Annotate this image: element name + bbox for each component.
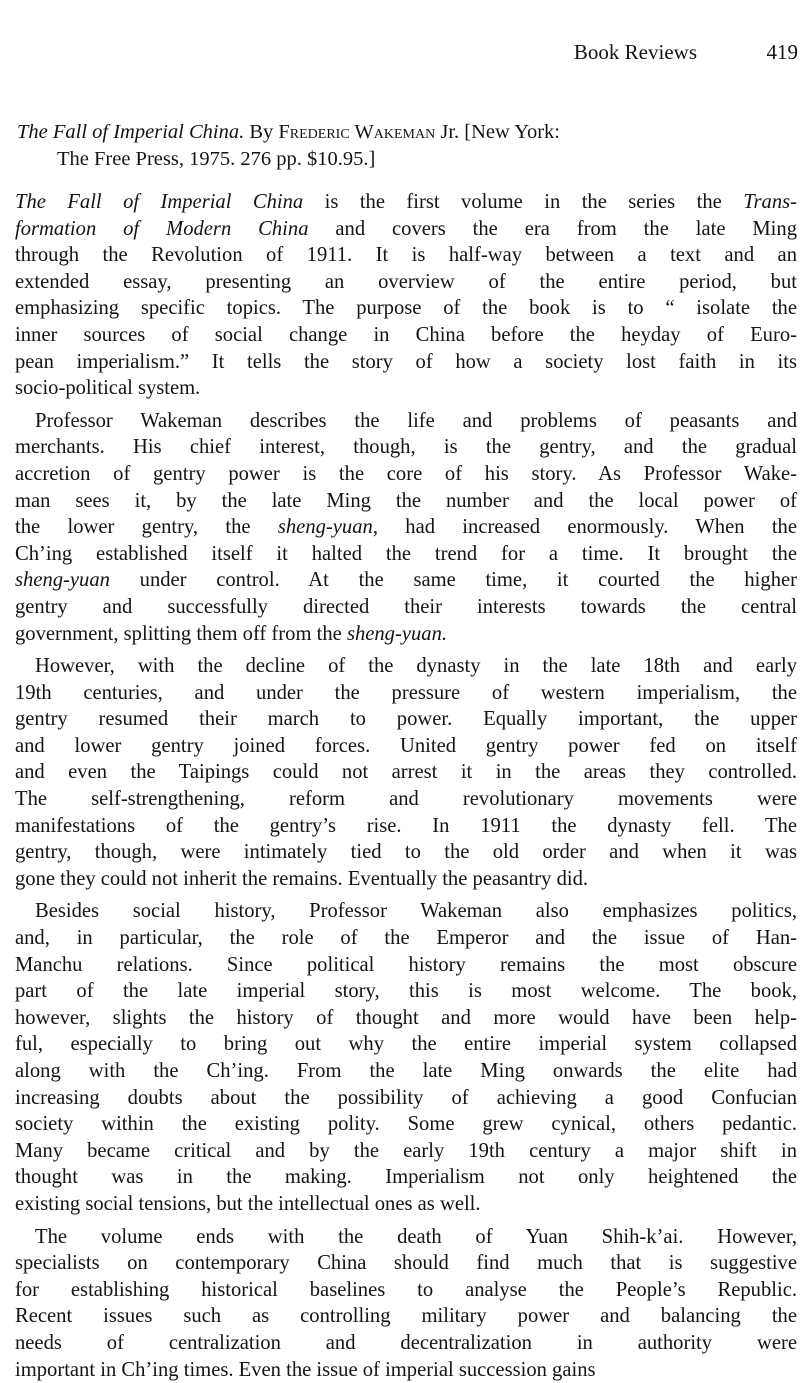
text-line <box>15 349 797 376</box>
text-segment: gentry, though, were intimately tied to the old order and when it was <box>15 841 797 864</box>
text-segment: gentry resumed their march to power. Equally important, the upper <box>15 708 797 731</box>
text-segment: and, in particular, the role of the Emperor and the issue of Han- <box>15 927 797 950</box>
text-segment: and even the Taipings could not arrest it in the areas they controlled. <box>15 761 797 784</box>
text-segment: through the Revolution of 1911. It is half-way between a text and an <box>15 244 797 267</box>
italic-text: formation of Modern China <box>15 217 309 240</box>
text-line <box>15 1330 797 1357</box>
text-line <box>15 488 797 515</box>
text-segment: However, with the decline of the dynasty in the late 18th and early <box>35 655 797 678</box>
page-number: 419 <box>766 40 798 64</box>
text-segment: important in Ch’ing times. Even the issue of imperial succession gains <box>15 1358 596 1381</box>
italic-text: sheng-yuan <box>15 569 110 592</box>
book-title: The Fall of Imperial China. <box>17 121 245 143</box>
text-line <box>15 541 797 568</box>
text-line <box>15 408 797 435</box>
text-line <box>15 1303 797 1330</box>
text-segment: extended essay, presenting an overview of the entire period, but <box>15 270 797 293</box>
text-segment: specialists on contemporary China should find much that is suggestive <box>15 1252 797 1275</box>
text-segment: existing social tensions, but the intellectual ones as well. <box>15 1192 481 1215</box>
text-segment: ful, especially to bring out why the entire imperial system collapsed <box>15 1033 797 1056</box>
text-line <box>15 567 797 594</box>
text-segment: manifestations of the gentry’s rise. In 1911 the dynasty fell. The <box>15 814 797 837</box>
text-line <box>15 786 797 813</box>
text-line <box>15 1250 797 1277</box>
text-segment: needs of centralization and decentralization in authority were <box>15 1331 797 1354</box>
text-segment: The self-strengthening, reform and revolutionary movements were <box>15 788 797 811</box>
text-line <box>15 322 797 349</box>
italic-text: The Fall of Imperial China <box>15 191 304 213</box>
text-segment: 19th centuries, and under the pressure of western imperialism, the <box>15 681 797 704</box>
text-line <box>15 514 797 541</box>
text-segment: accretion of gentry power is the core of his story. As Professor Wake- <box>15 462 797 485</box>
text-segment: , had increased enormously. When the <box>372 516 797 539</box>
text-segment: merchants. His chief interest, though, is the gentry, and the gradual <box>15 436 797 459</box>
text-line <box>15 1031 797 1058</box>
text-line <box>15 621 797 648</box>
text-segment: The volume ends with the death of Yuan Shih-k’ai. However, <box>35 1225 797 1248</box>
citation-line-1 <box>17 119 800 146</box>
italic-text: sheng-yuan. <box>346 622 448 645</box>
text-segment: pean imperialism.” It tells the story of how a society lost faith in its <box>15 350 797 373</box>
text-segment: Recent issues such as controlling military power and balancing the <box>15 1305 797 1328</box>
text-segment: Ch’ing established itself it halted the trend for a time. It brought the <box>15 542 797 565</box>
paragraph <box>15 653 797 892</box>
text-segment: thought was in the making. Imperialism not only heightened the <box>15 1166 797 1189</box>
text-line <box>15 1111 797 1138</box>
citation-line-2: The Free Press, 1975. 276 pp. $10.95.] <box>57 147 376 170</box>
text-segment: increasing doubts about the possibility of achieving a good Confucian <box>15 1086 797 1109</box>
review-body <box>15 189 797 1383</box>
running-head-section: Book Reviews <box>573 40 697 64</box>
text-line <box>15 242 797 269</box>
text-line <box>15 706 797 733</box>
text-segment: part of the late imperial story, this is most welcome. The book, <box>15 980 797 1003</box>
book-citation <box>17 119 800 172</box>
paragraph <box>15 189 797 402</box>
text-segment: Manchu relations. Since political history remains the most obscure <box>15 953 797 976</box>
italic-text: Trans- <box>743 191 797 213</box>
text-line <box>15 978 797 1005</box>
text-line <box>15 898 797 925</box>
text-segment: inner sources of social change in China before the heyday of Euro- <box>15 323 797 346</box>
text-segment: gone they could not inherit the remains. Eventually the peasantry did. <box>15 867 589 890</box>
text-line <box>15 269 797 296</box>
text-line <box>15 295 797 322</box>
text-segment: is the first volume in the series the <box>303 191 744 213</box>
citation-by: By <box>249 121 274 143</box>
text-segment: along with the Ch’ing. From the late Ming onwards the elite had <box>15 1060 797 1082</box>
text-line <box>15 1085 797 1112</box>
text-line <box>15 813 797 840</box>
book-author: Frederic Wakeman <box>278 121 436 143</box>
text-segment: however, slights the history of thought and more would have been help- <box>15 1006 797 1029</box>
text-line <box>15 1164 797 1191</box>
text-line <box>15 375 797 402</box>
text-segment: the lower gentry, the <box>15 516 278 539</box>
text-line <box>15 733 797 760</box>
publisher-open: [New York: <box>464 121 560 143</box>
text-segment: emphasizing specific topics. The purpose of the book is to “ isolate the <box>15 297 797 320</box>
text-segment: gentry and successfully directed their interests towards the central <box>15 595 797 618</box>
text-segment: man sees it, by the late Ming the number and the local power of <box>15 489 797 512</box>
text-line <box>15 1058 797 1085</box>
text-segment: and covers the era from the late Ming <box>308 217 797 240</box>
text-line <box>15 1191 797 1218</box>
text-segment: government, splitting them off from the <box>15 622 347 645</box>
text-line <box>15 680 797 707</box>
text-line <box>15 925 797 952</box>
text-segment: socio-political system. <box>15 377 201 400</box>
text-segment: Professor Wakeman describes the life and problems of peasants and <box>35 409 797 432</box>
running-head <box>0 40 800 74</box>
text-line <box>15 952 797 979</box>
text-line <box>15 839 797 866</box>
text-segment: Besides social history, Professor Wakeman also emphasizes politics, <box>35 900 797 923</box>
paragraph <box>15 408 797 647</box>
text-line <box>15 866 797 893</box>
text-line <box>15 653 797 680</box>
text-line <box>15 1138 797 1165</box>
text-line <box>15 461 797 488</box>
text-line <box>15 594 797 621</box>
text-line <box>15 1277 797 1304</box>
text-line <box>15 759 797 786</box>
text-line <box>15 1005 797 1032</box>
text-line <box>15 189 797 216</box>
paragraph <box>15 898 797 1217</box>
author-suffix: Jr. <box>440 121 460 143</box>
text-segment: society within the existing polity. Some grew cynical, others pedantic. <box>15 1113 797 1136</box>
text-segment: under control. At the same time, it courted the higher <box>109 569 797 592</box>
text-segment: and lower gentry joined forces. United gentry power fed on itself <box>15 734 797 757</box>
text-segment: Many became critical and by the early 19th century a major shift in <box>15 1139 797 1162</box>
text-line <box>15 1357 797 1383</box>
text-segment: for establishing historical baselines to analyse the People’s Republic. <box>15 1278 797 1301</box>
text-line <box>15 434 797 461</box>
italic-text: sheng-yuan <box>277 516 373 539</box>
text-line <box>15 216 797 243</box>
paragraph <box>15 1224 797 1383</box>
text-line <box>15 1224 797 1251</box>
